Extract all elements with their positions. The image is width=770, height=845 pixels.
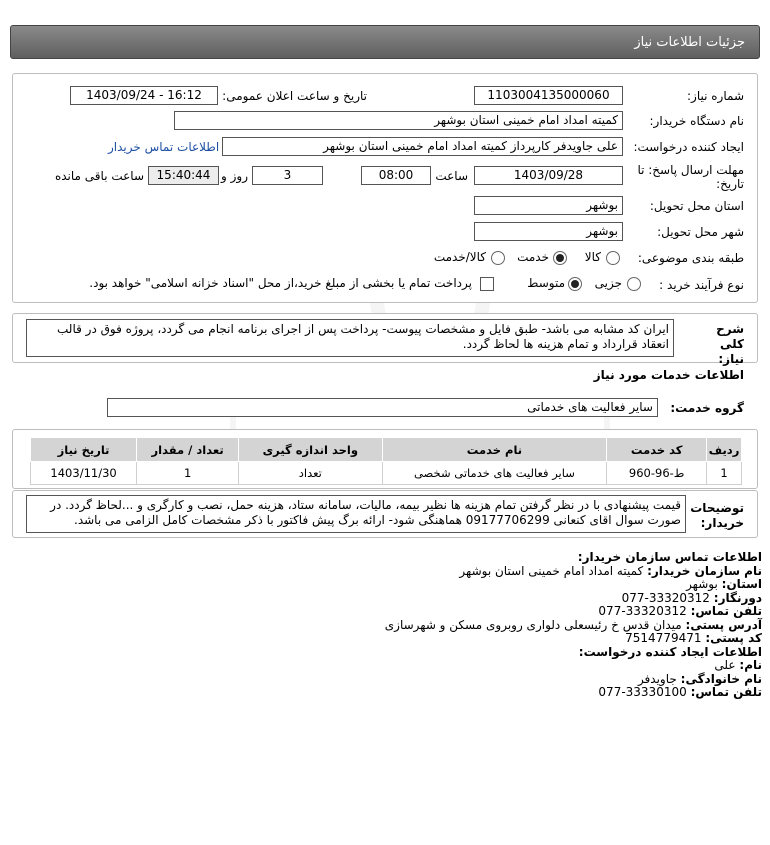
cell-row: 1: [707, 462, 742, 485]
cell-service-code: ط-96-960: [607, 462, 707, 485]
creator-family-row: نام خانوادگی: جاویدفر: [637, 671, 762, 686]
cell-need-date: 1403/11/30: [31, 462, 137, 485]
deadline-time-label: ساعت: [435, 169, 468, 183]
buyer-org-row: نام سازمان خریدار: کمیته امداد امام خمینی استان بوشهر: [459, 563, 762, 578]
creator-name-row: نام: علی: [714, 658, 762, 672]
buyer-org-field[interactable]: کمیته امداد امام خمینی استان بوشهر: [174, 111, 623, 130]
col-unit: واحد اندازه گیری: [239, 438, 383, 462]
cell-service-name: سایر فعالیت های خدماتی شخصی: [382, 462, 607, 485]
deadline-date-field[interactable]: 1403/09/28: [474, 166, 623, 185]
buyer-phone-row: تلفن تماس: 077-33320312: [598, 604, 762, 618]
buyer-contact-info: [22, 551, 762, 700]
process-medium-label: متوسط: [527, 276, 565, 290]
process-minor-label: جزیی: [594, 276, 622, 290]
deadline-label: مهلت ارسال پاسخ: تا تاریخ:: [637, 163, 744, 191]
buyer-notes-label: توضیحات خریدار:: [690, 501, 744, 530]
services-table-header: [31, 438, 742, 462]
announce-datetime-field[interactable]: 1403/09/24 - 16:12: [70, 86, 218, 105]
category-goods-service-radio[interactable]: [491, 251, 505, 265]
service-group-field[interactable]: سایر فعالیت های خدماتی: [107, 398, 658, 417]
deadline-time-field[interactable]: 08:00: [361, 166, 431, 185]
description-text: ایران کد مشابه می باشد- طبق فایل و مشخصات پیوست- پرداخت پس از اجرای برنامه انجام می گردد، پروژه فوق در قالب انعقاد قرارداد و تمام هزینه ها لحاظ گردد.: [26, 319, 674, 357]
col-quantity: تعداد / مقدار: [137, 438, 239, 462]
city-label: شهر محل تحویل:: [657, 225, 744, 239]
days-label: روز و: [221, 169, 248, 183]
buyer-fax-row: دورنگار: 077-33320312: [621, 590, 762, 605]
col-need-date: تاریخ نیاز: [31, 438, 137, 462]
process-medium-radio[interactable]: [568, 277, 582, 291]
process-label: نوع فرآیند خرید :: [659, 278, 744, 292]
buyer-notes-text: قیمت پیشنهادی با در نظر گرفتن تمام هزینه ها نظیر بیمه، مالیات، سامانه ستاد، هزینه حمل، نصب و کارگری و ...لحاظ گردد. در صورت سوال اقای کنعانی 09177706299 هماهنگی شود- ارائه برگ پیش فاکتور با ذکر مشخصات کامل الزامی می باشد.: [26, 495, 686, 533]
buyer-postal-row: کد پستی: 7514779471: [625, 631, 762, 645]
col-service-name: نام خدمت: [382, 438, 607, 462]
treasury-payment-checkbox[interactable]: [480, 277, 494, 291]
province-label: استان محل تحویل:: [649, 199, 744, 213]
buyer-province-row: استان: بوشهر: [686, 577, 762, 591]
remaining-time-field: 15:40:44: [148, 166, 219, 185]
category-goods-service-label: کالا/خدمت: [433, 250, 486, 264]
page-title-bar: [10, 25, 760, 59]
announce-datetime-label: تاریخ و ساعت اعلان عمومی:: [222, 89, 367, 103]
col-row: ردیف: [707, 438, 742, 462]
description-label: شرح کلی نیاز:: [716, 322, 744, 366]
services-section-title: اطلاعات خدمات مورد نیاز: [593, 368, 744, 382]
days-remaining-field[interactable]: 3: [252, 166, 323, 185]
creator-label: ایجاد کننده درخواست:: [633, 140, 744, 154]
city-field[interactable]: بوشهر: [474, 222, 623, 241]
need-number-label: شماره نیاز:: [687, 89, 744, 103]
remaining-time-label: ساعت باقی مانده: [54, 169, 144, 183]
process-minor-radio[interactable]: [627, 277, 641, 291]
need-number-field[interactable]: 1103004135000060: [474, 86, 623, 105]
creator-phone-row: تلفن تماس: 077-33330100: [598, 685, 762, 699]
cell-quantity: 1: [137, 462, 239, 485]
province-field[interactable]: بوشهر: [474, 196, 623, 215]
treasury-payment-note: پرداخت تمام یا بخشی از مبلغ خرید،از محل "اسناد خزانه اسلامی" خواهد بود.: [89, 276, 472, 290]
category-goods-label: کالا: [584, 250, 601, 264]
table-row[interactable]: [31, 462, 742, 485]
category-goods-radio[interactable]: [606, 251, 620, 265]
creator-field[interactable]: علی جاویدفر کارپرداز کمیته امداد امام خمینی استان بوشهر: [222, 137, 623, 156]
creator-info-title: اطلاعات ایجاد کننده درخواست:: [578, 644, 762, 659]
buyer-org-label: نام دستگاه خریدار:: [649, 114, 744, 128]
buyer-contact-link[interactable]: اطلاعات تماس خریدار: [108, 140, 220, 154]
col-service-code: کد خدمت: [607, 438, 707, 462]
service-group-label: گروه خدمت:: [670, 401, 744, 415]
services-table: [30, 437, 742, 485]
category-service-radio[interactable]: [553, 251, 567, 265]
buyer-contact-title: اطلاعات تماس سازمان خریدار:: [577, 550, 762, 564]
page-title: جزئیات اطلاعات نیاز: [634, 35, 745, 50]
buyer-address-row: آدرس پستی: میدان قدس خ رئیسعلی دلواری روبروی مسکن و شهرسازی: [384, 617, 762, 632]
category-service-label: خدمت: [517, 250, 549, 264]
cell-unit: تعداد: [239, 462, 383, 485]
category-label: طبقه بندی موضوعی:: [637, 251, 744, 265]
